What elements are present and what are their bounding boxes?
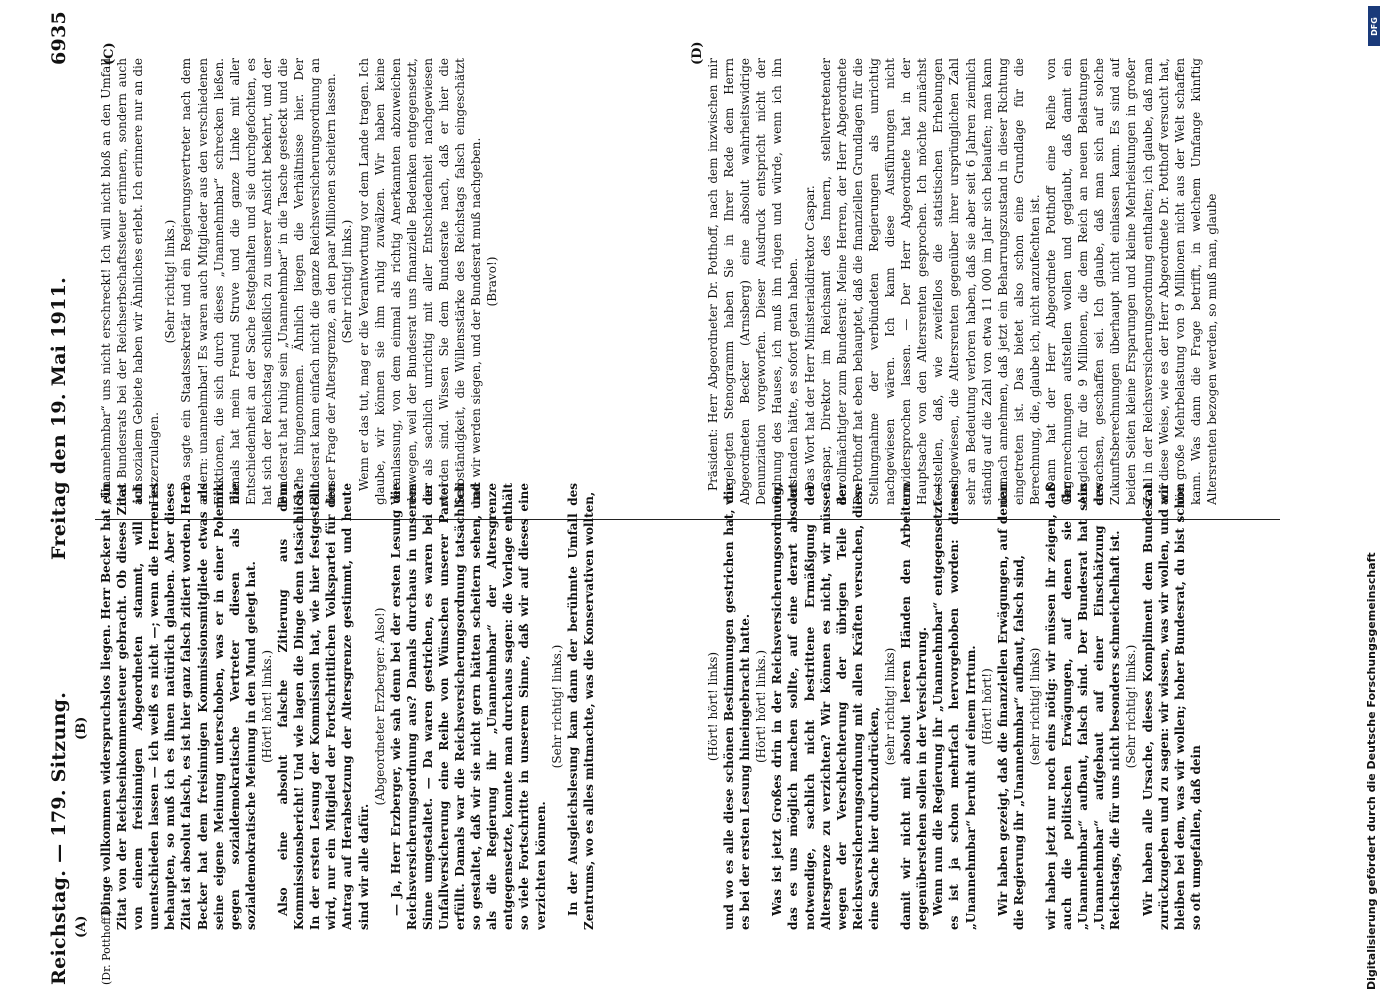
margin-marker-b: (B) (74, 716, 89, 740)
paragraph: Also eine absolut falsche Zitierung aus dem Kommissionsbericht! Und wie lagen die Dinge denn tatsächlich? In der ersten Lesung der Kommission hat, wie hier festgestellt wird, nur ein Mitglied der Fortschrittlichen Volkspartei für den Antrag auf Herabsetzung der Altersgrenze gestimmt, und heute sind wir alle dafür. (276, 483, 371, 930)
paragraph: Da sagte ein Staatssekretär und ein Regierungsvertreter nach dem andern: unannehmbar! Es waren auch Mitglieder aus den verschiedenen Fraktionen, die sich durch dieses „Unannehmbar“ schrecken ließen. Damals hat mein Freund Struve und die ganze Linke mit aller Entschiedenheit an der Sache festgehalten und sie durchgefochten, es hat sich der Reichstag schließlich zu unserer Ansicht bekehrt, und der Bundesrat hat ruhig sein „Unannehmbar“ in die Tasche gesteckt und die Sache hingenommen. Ähnlich liegen die Verhältnisse hier. Der Bundesrat kann einfach nicht die ganze Reichsversicherungsordnung an dieser Frage der Altersgrenze, an den paar Millionen scheitern lassen. (179, 58, 339, 505)
speaker-label: (Dr. Potthoff.) (100, 909, 113, 985)
interjection: (Hört! hört! links.) (754, 649, 769, 764)
paragraph: — Ja, Herr Erzberger, wie sah denn bei der ersten Lesung die Reichsversicherungsordnung aus? Damals durchaus in unserem Sinne umgestaltet. — Da waren gestrichen, es waren bei der Unfallversicherung eine Reihe von Wünschen unserer Partei erfüllt. Damals war die Reichsversicherungsordnung tatsächlich so gestaltet, daß wir sie nicht gern hätten scheitern sehen, und als die Regierung ihr „Unannehmbar“ der Altersgrenze entgegensetzte, konnte man durchaus sagen: die Vorlage enthält so viele Fortschritte in unserem Sinne, daß wir auf dieses eine verzichten können. (388, 483, 548, 930)
interjection: (Sehr richtig! links.) (340, 219, 355, 344)
header-left: Reichstag. — 179. Sitzung. (48, 691, 70, 985)
interjection: (Bravo!) (485, 256, 500, 307)
paragraph: Wenn nun die Regierung ihr „Unannehmbar“ entgegensetzt — es ist ja schon mehrfach hervorgehoben worden: dieses „Unannehmbar“ beruht auf einem Irrtum. (931, 483, 978, 930)
interjection: (Sehr richtig! links.) (549, 644, 564, 769)
interjection: (Sehr richtig! links.) (1124, 644, 1139, 769)
interjection: (Hört! hört!) (979, 668, 994, 745)
interjection: (Hört! hört! links.) (259, 649, 274, 764)
page-number: 6935 (48, 10, 70, 65)
interjection: (Abgeordneter Erzberger: Also!) (372, 607, 387, 806)
column-left-lower (705, 483, 1285, 930)
margin-marker-d: (D) (690, 41, 705, 65)
interjection: (Hört! hört! links) (706, 651, 720, 762)
margin-marker-c: (C) (102, 42, 117, 65)
paragraph: Das Wort hat der Herr Ministerialdirektor Caspar. (802, 185, 817, 491)
paragraph: wir haben jetzt nur noch eins nötig: wir müssen ihr zeigen, daß auch die politischen Erwägungen, auf denen sie ihr „Unannehmbar“ aufbaut, falsch sind. Der Bundesrat hat sein „Unannehmbar“ aufgebaut auf einer Einschätzung des Reichstags, die für uns nicht besonders schmeichelhaft ist. (1043, 483, 1123, 930)
column-left-upper (98, 483, 688, 930)
paragraph: „Unannehmbar“ uns nicht erschreckt! Ich will nicht bloß an den Umfall des Bundesrats bei der Reichserbschaftssteuer erinnern, sondern auch auf sozialem Gebiete haben wir Ähnliches erlebt. Ich erinnere nur an die Hetzerzulagen. (99, 58, 162, 505)
paragraph: Wir haben gezeigt, daß die finanziellen Erwägungen, auf denen die Regierung ihr „Unannehmbar“ aufbaut, falsch sind, (995, 483, 1026, 930)
paragraph-president: Präsident: Herr Abgeordneter Dr. Potthoff, nach dem inzwischen mir vorgelegten Stenogramm haben Sie in Ihrer Rede dem Herrn Abgeordneten Becker (Arnsberg) eine absolut wahrheitswidrige Denunziation vorgeworfen. Dieser Ausdruck entspricht nicht der Ordnung des Hauses, ich muß ihn rügen und würde, wenn ich ihn verstanden hätte, es sofort getan haben. (706, 58, 801, 505)
paragraph: In der Ausgleichslesung kam dann der berühmte Umfall des Zentrums, wo es alles mitmachte, was die Konservativen wollten, (565, 483, 596, 930)
dfg-logo-text: DFG (1369, 16, 1379, 36)
dfg-logo (1368, 6, 1380, 46)
interjection: (sehr richtig! links) (883, 647, 898, 766)
column-right-lower (705, 58, 1285, 505)
paragraph: und wo es alle diese schönen Bestimmungen gestrichen hat, die es bei der ersten Lesung hineingebracht hatte. (722, 483, 753, 930)
paragraph-caspar: Caspar, Direktor im Reichsamt des Innern, stellvertretender Bevollmächtigter zum Bundesrat: Meine Herren, der Herr Abgeordnete Dr. Potthoff hat eben behauptet, daß die finanziellen Grundlagen für die Stellungnahme der verbündeten Regierungen als unrichtig nachgewiesen wären. Ich kann diese Ausführungen nicht unwidersprochen lassen. — Der Herr Abgeordnete hat in der Hauptsache von den Altersrenten gesprochen. Ich möchte zunächst feststellen, daß, wie zweifellos die statistischen Erhebungen nachgewiesen, die Altersrenten gegenüber ihrer ursprünglichen Zahl sehr an Bedeutung verloren haben, daß sie aber seit 6 Jahren ziemlich ständig auf die Zahl von etwa 11 000 im Jahr sich belaufen; man kann darnach annehmen, daß jetzt ein Beharrungszustand in dieser Richtung eingetreten ist. Das bietet also schon eine Grundlage für die Berechnung, die, glaube ich, nicht anzufechten ist. (818, 58, 1042, 505)
paragraph: Wenn er das tut, mag er die Verantwortung vor dem Lande tragen. Ich glaube, wir können sie ihm ruhig zuwälzen. Wir haben keine Veranlassung, von dem einmal als richtig Anerkannten abzuweichen deswegen, weil der Bundesrat uns finanzielle Bedenken entgegensetzt, die als sachlich unrichtig mit aller Entschiedenheit nachgewiesen worden sind. Wissen Sie dem Bundesrate nach, daß er hier die Selbständigkeit, die Willensstärke des Reichstags falsch eingeschätzt hat: wir werden siegen, und der Bundesrat muß nachgeben. (356, 58, 484, 505)
column-right-upper (98, 58, 688, 505)
digitization-notice: Digitalisierung gefördert durch die Deutsche Forschungsgemeinschaft (1365, 552, 1378, 990)
paragraph: Dinge vollkommen widerspruchslos liegen. Herr Becker hat ein Zitat von der Reichseinkommensteuer gebracht. Ob dieses Zitat von einem freisinnigen Abgeordneten stammt, will ich unentschieden lassen — ich weiß es nicht —; wenn die Herren es behaupten, so muß ich es ihnen natürlich glauben. Aber dieses Zitat ist absolut falsch, es ist hier ganz falsch zitiert worden. Herr Becker hat dem freisinnigen Kommissionsmitgliede etwas als seine eigene Meinung unterschoben, was er in einer Polemik gegen sozialdemokratische Vertreter diesen als die sozialdemokratische Meinung in den Mund gelegt hat. (99, 483, 258, 930)
paragraph: damit wir nicht mit absolut leeren Händen den Arbeitern gegenüberstehen sollen in der Versicherung. (899, 483, 930, 930)
interjection: (sehr richtig! links) (1027, 647, 1042, 766)
margin-marker-a: (A) (74, 915, 89, 938)
interjection: (Sehr richtig! links.) (163, 219, 178, 344)
paragraph: Dann hat der Herr Abgeordnete Potthoff eine Reihe von Gegenrechnungen aufstellen wollen und geglaubt, daß damit ein Ausgleich für die 9 Millionen, die dem Reich an neuen Belastungen erwachsen, geschaffen sei. Ich glaube, daß man sich auf solche Zukunftsberechnungen überhaupt nicht einlassen kann. Es sind auf beiden Seiten kleine Ersparungen und kleine Mehrleistungen in großer Zahl in der Reichsversicherungsordnung enthalten; ich glaube, daß man auf diese Weise, wie es der Herr Abgeordnete Dr. Potthoff versucht hat, die große Mehrbelastung von 9 Millionen nicht aus der Welt schaffen kann. Was dann die Frage betrifft, in welchem Umfange künftig Altersrenten bezogen werden, so muß man, glaube (1043, 58, 1219, 505)
paragraph: Was ist jetzt Großes drin in der Reichsversicherungsordnung, das es uns möglich machen sollte, auf eine derart absolut notwendige, sachlich nicht bestrittene Ermäßigung der Altersgrenze zu verzichten? Wir können es nicht, wir müssen wegen der Verschlechterung der übrigen Teile der Reichsversicherungsordnung mit allen Kräften versuchen, diese eine Sache hier durchzudrücken, (770, 483, 881, 930)
header-center: Freitag den 19. Mai 1911. (48, 276, 70, 560)
paragraph: Wir haben alle Ursache, dieses Kompliment dem Bundesrat zurückzugeben und zu sagen: wir wissen, was wir wollen, und wir bleiben bei dem, was wir wollen; hoher Bundesrat, du bist schon so oft umgefallen, daß dein (1140, 483, 1203, 930)
